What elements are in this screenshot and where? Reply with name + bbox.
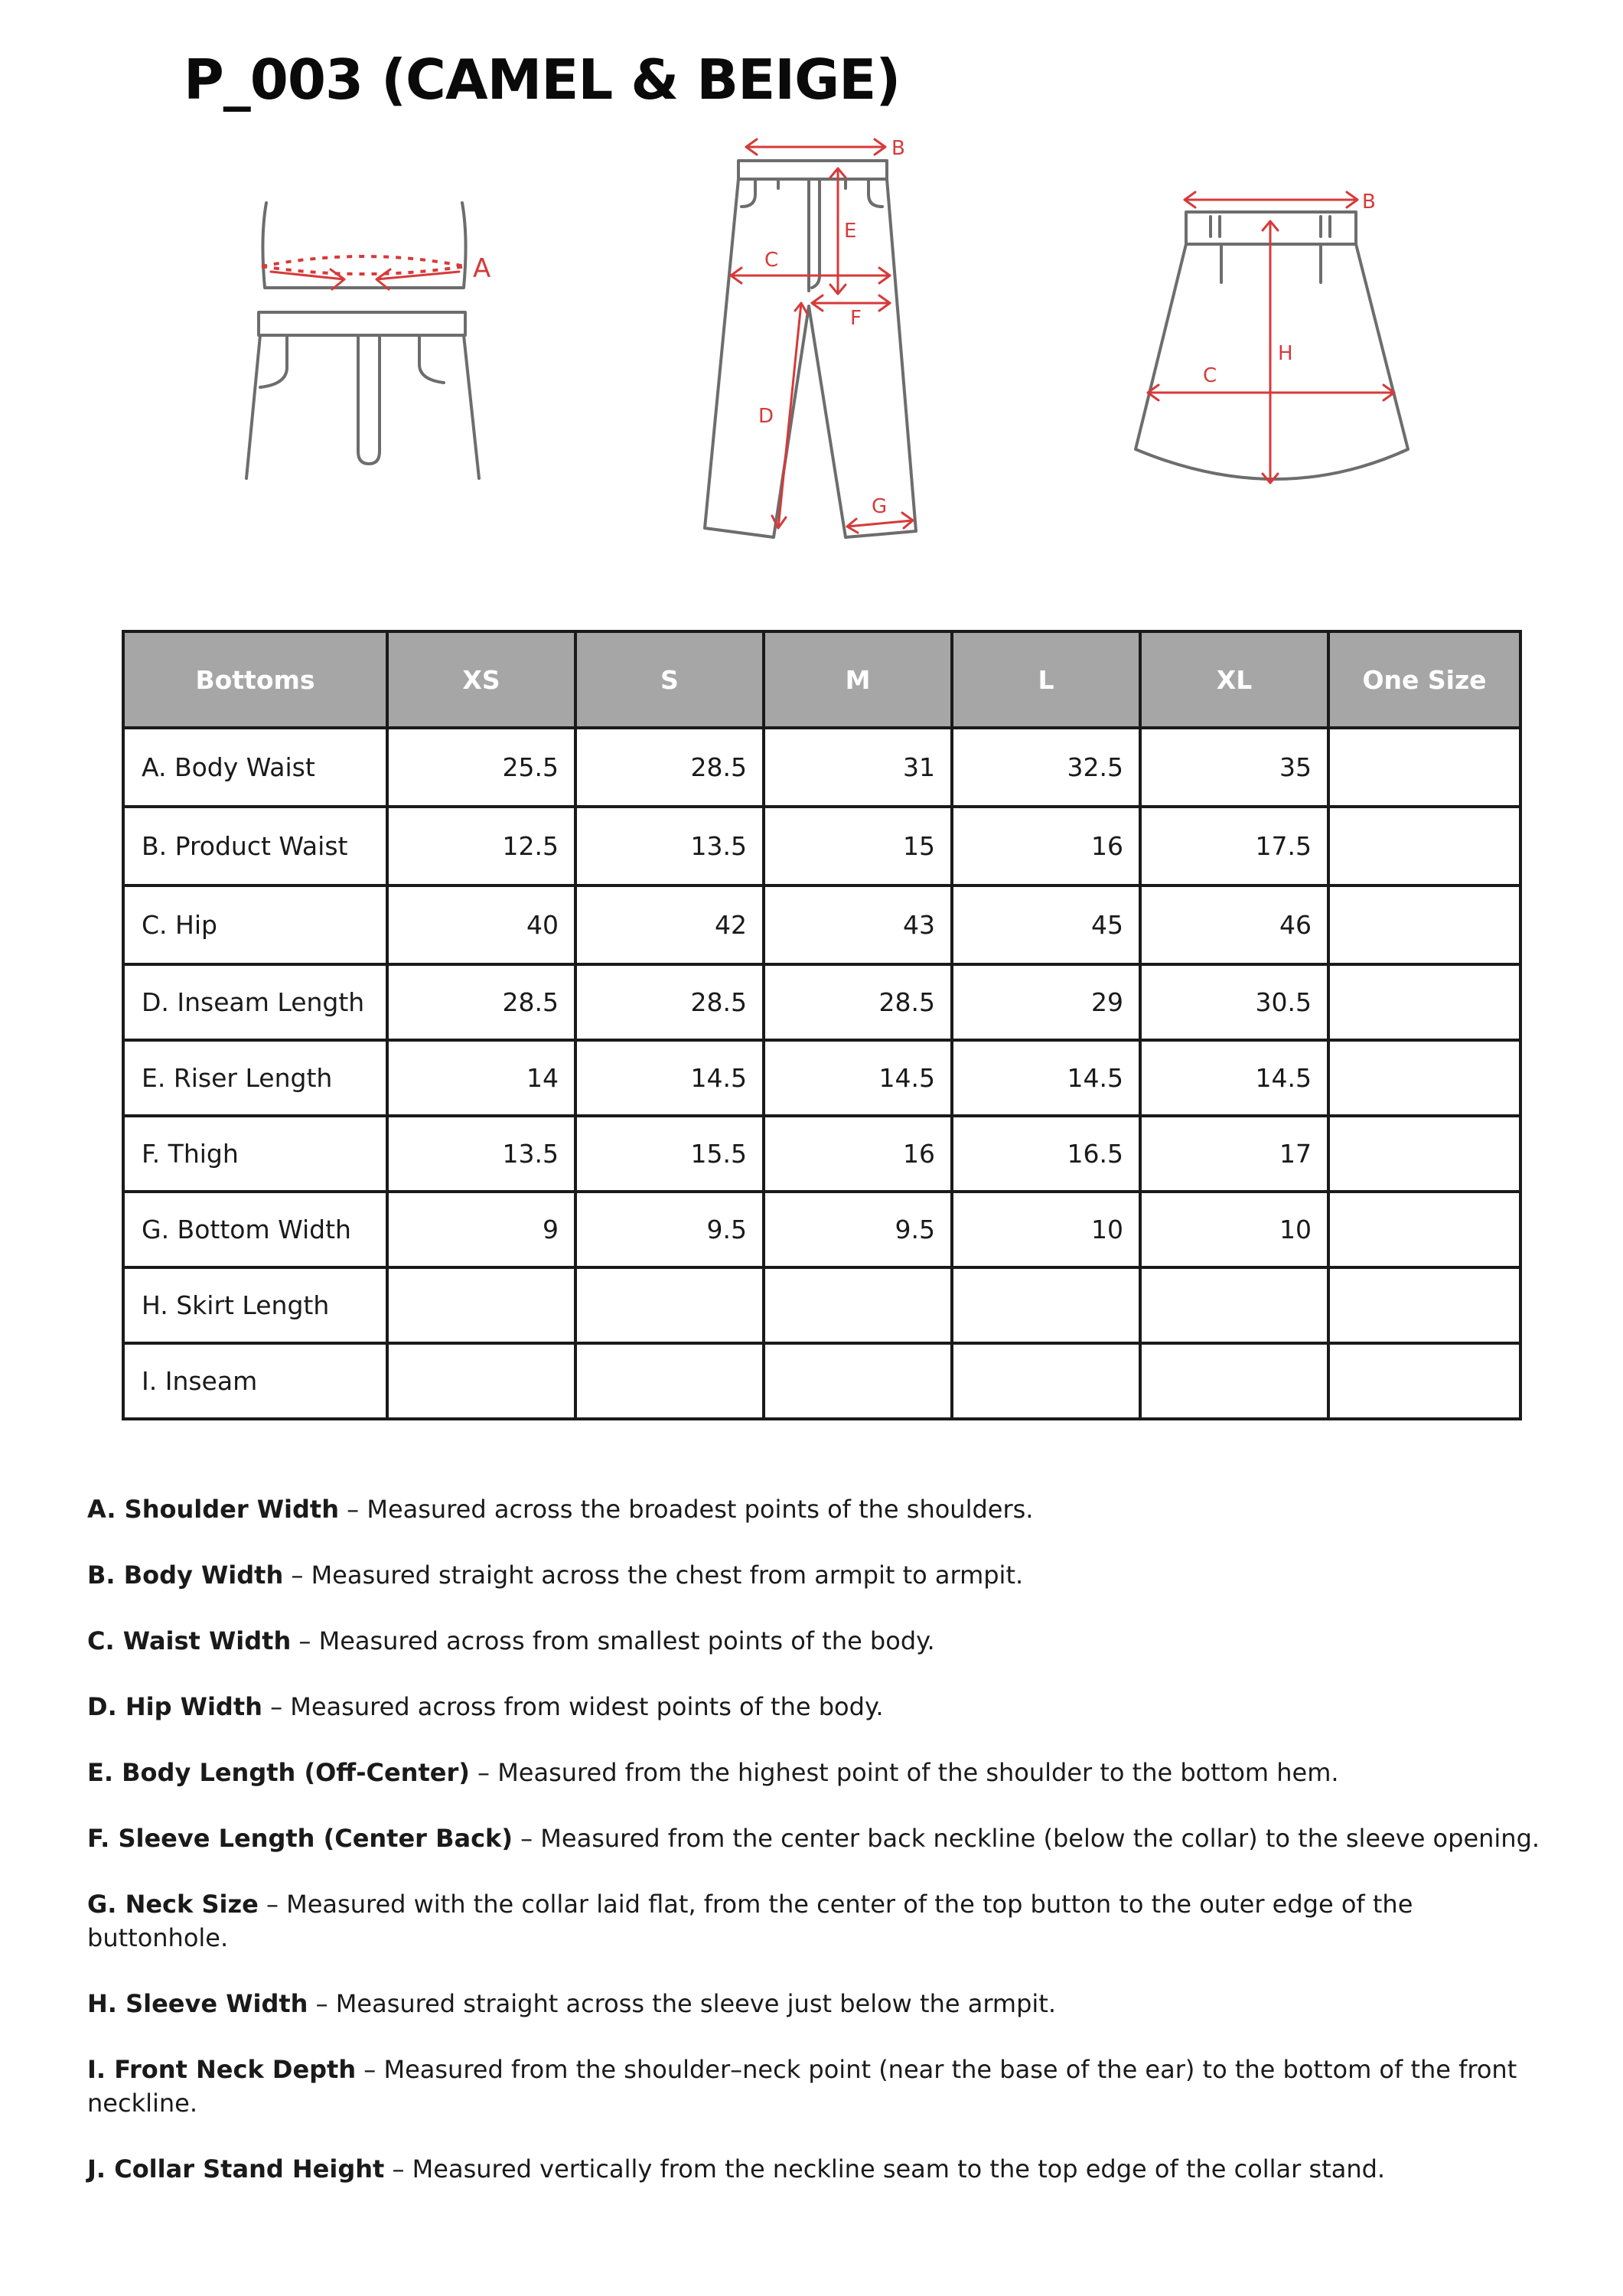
arrow-b bbox=[746, 139, 885, 155]
row-label: I. Inseam bbox=[123, 1343, 387, 1419]
definition-term: F. Sleeve Length (Center Back) bbox=[87, 1824, 513, 1853]
table-cell bbox=[1328, 1343, 1520, 1419]
definition-text: – Measured across from widest points of the body. bbox=[262, 1692, 884, 1721]
table-cell: 13.5 bbox=[387, 1116, 575, 1192]
definition-item bbox=[87, 1887, 1541, 1955]
table-cell bbox=[1140, 1267, 1328, 1343]
definition-text: – Measured vertically from the neckline seam to the top edge of the collar stand. bbox=[384, 2154, 1386, 2183]
table-cell bbox=[1328, 885, 1520, 964]
skirt-arrow-h bbox=[1263, 221, 1278, 483]
row-label: F. Thigh bbox=[123, 1116, 387, 1192]
table-cell: 9 bbox=[387, 1192, 575, 1267]
table-row bbox=[123, 728, 1520, 807]
table-cell: 32.5 bbox=[952, 728, 1140, 807]
definition-term: G. Neck Size bbox=[87, 1890, 259, 1919]
table-cell: 12.5 bbox=[387, 807, 575, 885]
label-a: A bbox=[473, 253, 491, 284]
definition-text: – Measured from the highest point of the shoulder to the bottom hem. bbox=[469, 1758, 1339, 1787]
row-label: B. Product Waist bbox=[123, 807, 387, 885]
table-cell bbox=[1328, 1116, 1520, 1192]
table-cell: 17 bbox=[1140, 1116, 1328, 1192]
table-cell: 31 bbox=[764, 728, 952, 807]
table-header-row bbox=[123, 631, 1520, 728]
definition-term: H. Sleeve Width bbox=[87, 1989, 308, 2018]
table-cell: 14.5 bbox=[1140, 1040, 1328, 1116]
pants-label-e: E bbox=[844, 220, 857, 243]
table-row bbox=[123, 1192, 1520, 1267]
definition-item bbox=[87, 1756, 1541, 1789]
table-cell: 25.5 bbox=[387, 728, 575, 807]
definition-item bbox=[87, 1690, 1541, 1724]
table-cell bbox=[952, 1343, 1140, 1419]
definition-term: J. Collar Stand Height bbox=[87, 2154, 385, 2183]
definition-text: – Measured straight across the chest from armpit to armpit. bbox=[283, 1561, 1024, 1590]
table-cell: 9.5 bbox=[575, 1192, 764, 1267]
skirt-label-c: C bbox=[1203, 364, 1217, 387]
column-header-one-size: One Size bbox=[1328, 631, 1520, 728]
row-label: H. Skirt Length bbox=[123, 1267, 387, 1343]
table-cell: 45 bbox=[952, 885, 1140, 964]
skirt-label-b: B bbox=[1362, 191, 1376, 214]
column-header-xl: XL bbox=[1140, 631, 1328, 728]
table-cell: 30.5 bbox=[1140, 964, 1328, 1040]
waist-dashed-measure bbox=[262, 256, 465, 266]
table-cell bbox=[575, 1267, 764, 1343]
table-row bbox=[123, 885, 1520, 964]
table-row bbox=[123, 1116, 1520, 1192]
table-cell: 14.5 bbox=[952, 1040, 1140, 1116]
table-cell: 14.5 bbox=[764, 1040, 952, 1116]
table-cell: 13.5 bbox=[575, 807, 764, 885]
definition-item bbox=[87, 2053, 1541, 2120]
table-cell: 15 bbox=[764, 807, 952, 885]
column-header-bottoms: Bottoms bbox=[123, 631, 387, 728]
pants-label-g: G bbox=[872, 495, 888, 518]
table-cell bbox=[1328, 964, 1520, 1040]
table-cell bbox=[1328, 1192, 1520, 1267]
table-cell: 17.5 bbox=[1140, 807, 1328, 885]
column-header-s: S bbox=[575, 631, 764, 728]
definition-term: I. Front Neck Depth bbox=[87, 2055, 357, 2084]
table-cell: 14 bbox=[387, 1040, 575, 1116]
skirt-diagram bbox=[1125, 188, 1446, 494]
table-cell: 16.5 bbox=[952, 1116, 1140, 1192]
measurement-definitions bbox=[87, 1492, 1541, 2218]
table-cell: 16 bbox=[764, 1116, 952, 1192]
definition-term: C. Waist Width bbox=[87, 1626, 292, 1655]
table-row bbox=[123, 1267, 1520, 1343]
table-row bbox=[123, 1040, 1520, 1116]
definition-term: E. Body Length (Off-Center) bbox=[87, 1758, 470, 1787]
pants-label-c: C bbox=[764, 249, 779, 272]
table-cell bbox=[764, 1343, 952, 1419]
table-cell: 16 bbox=[952, 807, 1140, 885]
table-row bbox=[123, 807, 1520, 885]
waist-diagram bbox=[230, 191, 505, 490]
waist-outline bbox=[246, 203, 479, 478]
table-cell: 40 bbox=[387, 885, 575, 964]
definition-text: – Measured across from smallest points of the body. bbox=[291, 1626, 935, 1655]
table-cell bbox=[1140, 1343, 1328, 1419]
definition-item bbox=[87, 1558, 1541, 1592]
size-chart-table bbox=[122, 630, 1522, 1420]
definition-term: A. Shoulder Width bbox=[87, 1495, 339, 1524]
table-cell: 10 bbox=[1140, 1192, 1328, 1267]
table-cell bbox=[387, 1343, 575, 1419]
pants-label-b: B bbox=[891, 137, 905, 160]
definition-item bbox=[87, 1624, 1541, 1658]
table-cell: 35 bbox=[1140, 728, 1328, 807]
table-cell: 42 bbox=[575, 885, 764, 964]
arrow-d bbox=[772, 303, 807, 528]
column-header-xs: XS bbox=[387, 631, 575, 728]
pants-label-f: F bbox=[850, 307, 862, 330]
table-row bbox=[123, 1343, 1520, 1419]
table-cell: 28.5 bbox=[387, 964, 575, 1040]
table-row bbox=[123, 964, 1520, 1040]
table-cell bbox=[1328, 1267, 1520, 1343]
table-cell bbox=[1328, 1040, 1520, 1116]
table-cell bbox=[575, 1343, 764, 1419]
column-header-l: L bbox=[952, 631, 1140, 728]
definition-item bbox=[87, 1987, 1541, 2020]
row-label: C. Hip bbox=[123, 885, 387, 964]
table-cell bbox=[1328, 728, 1520, 807]
row-label: D. Inseam Length bbox=[123, 964, 387, 1040]
definition-text: – Measured across the broadest points of the shoulders. bbox=[339, 1495, 1034, 1524]
table-cell: 28.5 bbox=[764, 964, 952, 1040]
skirt-arrow-b bbox=[1185, 192, 1357, 207]
table-cell: 15.5 bbox=[575, 1116, 764, 1192]
table-cell: 43 bbox=[764, 885, 952, 964]
definition-text: – Measured from the center back neckline (below the collar) to the sleeve opening. bbox=[512, 1824, 1540, 1853]
table-cell: 14.5 bbox=[575, 1040, 764, 1116]
table-cell bbox=[387, 1267, 575, 1343]
pants-label-d: D bbox=[758, 405, 774, 428]
table-cell bbox=[1328, 807, 1520, 885]
definition-item bbox=[87, 2152, 1541, 2186]
pants-outline bbox=[705, 161, 916, 537]
definition-item bbox=[87, 1492, 1541, 1526]
table-cell: 46 bbox=[1140, 885, 1328, 964]
definition-text: – Measured straight across the sleeve just below the armpit. bbox=[308, 1989, 1056, 2018]
table-cell bbox=[764, 1267, 952, 1343]
table-cell: 9.5 bbox=[764, 1192, 952, 1267]
table-cell: 28.5 bbox=[575, 728, 764, 807]
pants-diagram bbox=[693, 130, 960, 559]
table-cell bbox=[952, 1267, 1140, 1343]
table-cell: 28.5 bbox=[575, 964, 764, 1040]
row-label: G. Bottom Width bbox=[123, 1192, 387, 1267]
definition-text: – Measured with the collar laid flat, from the center of the top button to the outer edge of the buttonhole. bbox=[87, 1890, 1413, 1952]
page-title: P_003 (CAMEL & BEIGE) bbox=[184, 47, 901, 112]
table-cell: 10 bbox=[952, 1192, 1140, 1267]
definition-term: B. Body Width bbox=[87, 1561, 284, 1590]
column-header-m: M bbox=[764, 631, 952, 728]
skirt-label-h: H bbox=[1278, 342, 1293, 365]
table-cell: 29 bbox=[952, 964, 1140, 1040]
row-label: E. Riser Length bbox=[123, 1040, 387, 1116]
definition-text: – Measured from the shoulder–neck point (near the base of the ear) to the bottom of the front neckline. bbox=[87, 2055, 1517, 2118]
row-label: A. Body Waist bbox=[123, 728, 387, 807]
definition-item bbox=[87, 1821, 1541, 1855]
skirt-outline bbox=[1136, 212, 1408, 479]
definition-term: D. Hip Width bbox=[87, 1692, 262, 1721]
